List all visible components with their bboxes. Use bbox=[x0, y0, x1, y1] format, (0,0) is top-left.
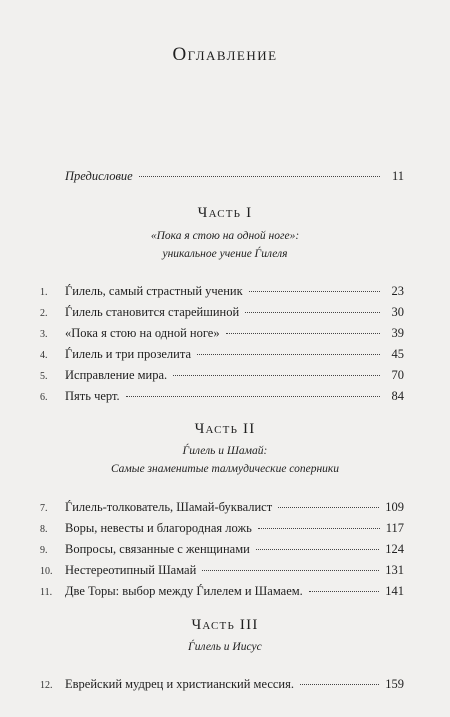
part-3-title: Часть III bbox=[191, 617, 259, 633]
toc-entry-label: Ѓилель, самый страстный ученик bbox=[65, 284, 243, 298]
toc-entry bbox=[40, 521, 404, 537]
dot-leader bbox=[249, 291, 380, 292]
toc-entry-page: 45 bbox=[391, 347, 404, 361]
toc-entry-number: 8. bbox=[40, 524, 48, 535]
toc-entry-page: 109 bbox=[385, 500, 404, 514]
dot-leader bbox=[278, 507, 379, 508]
toc-entry bbox=[40, 368, 404, 384]
toc-entry-page: 23 bbox=[391, 284, 404, 298]
page-title: Оглавление bbox=[172, 44, 278, 65]
toc-entry-label: Вопросы, связанные с женщинами bbox=[65, 542, 250, 556]
dot-leader bbox=[173, 375, 380, 376]
toc-entry-page: 30 bbox=[391, 305, 404, 319]
toc-entry-number: 2. bbox=[40, 308, 48, 319]
toc-entry-number: 6. bbox=[40, 392, 48, 403]
toc-entry-number: 12. bbox=[40, 680, 53, 691]
toc-entry-label: Исправление мира. bbox=[65, 368, 168, 382]
toc-entry-label: Ѓилель и три прозелита bbox=[65, 347, 192, 361]
part-2-subtitle-line-1: Ѓилель и Шамай: bbox=[182, 445, 268, 457]
dot-leader bbox=[300, 684, 379, 685]
toc-entry bbox=[40, 542, 404, 558]
toc-entry-label: Две Торы: выбор между Ѓилелем и Шамаем. bbox=[65, 584, 303, 598]
toc-entry-label: Нестереотипный Шамай bbox=[65, 563, 197, 577]
toc-entry-label: Еврейский мудрец и христианский мессия. bbox=[65, 677, 294, 691]
toc-entry-label: Пять черт. bbox=[65, 389, 120, 403]
toc-entry-number: 10. bbox=[40, 566, 53, 577]
toc-entry-page: 117 bbox=[385, 521, 404, 535]
toc-entry-page: 84 bbox=[391, 389, 404, 403]
toc-entry bbox=[40, 347, 404, 363]
dot-leader bbox=[256, 549, 379, 550]
toc-entry-page: 141 bbox=[385, 584, 404, 598]
dot-leader bbox=[139, 176, 380, 177]
toc-entry bbox=[40, 563, 404, 579]
dot-leader bbox=[245, 312, 380, 313]
dot-leader bbox=[258, 528, 380, 529]
toc-entry-number: 9. bbox=[40, 545, 48, 556]
toc-entry-number: 1. bbox=[40, 287, 48, 298]
toc-entry-number: 3. bbox=[40, 329, 48, 340]
toc-entry-number: 4. bbox=[40, 350, 48, 361]
toc-entry bbox=[40, 305, 404, 321]
dot-leader bbox=[202, 570, 379, 571]
toc-entry-label: Ѓилель-толкователь, Шамай-буквалист bbox=[65, 500, 273, 514]
dot-leader bbox=[197, 354, 380, 355]
toc-entry bbox=[40, 284, 404, 300]
toc-entry bbox=[40, 500, 404, 516]
toc-entry-label: Ѓилель становится старейшиной bbox=[65, 305, 240, 319]
dot-leader bbox=[226, 333, 380, 334]
dot-leader bbox=[309, 591, 379, 592]
toc-entry-label: «Пока я стою на одной ноге» bbox=[65, 326, 220, 340]
toc-entry bbox=[40, 677, 404, 693]
toc-entry-page: 39 bbox=[391, 326, 404, 340]
toc-entry-label: Предисловие bbox=[65, 169, 133, 183]
part-1-subtitle-line-1: «Пока я стою на одной ноге»: bbox=[150, 230, 300, 242]
toc-entry-page: 131 bbox=[385, 563, 404, 577]
toc-entry-number: 11. bbox=[40, 587, 53, 598]
toc-entry-page: 124 bbox=[385, 542, 404, 556]
part-2-subtitle-line-2: Самые знаменитые талмудические соперники bbox=[110, 463, 340, 475]
toc-entry bbox=[40, 389, 404, 405]
toc-entry-preface bbox=[40, 169, 404, 185]
part-2-title: Часть II bbox=[194, 421, 256, 437]
toc-entry-number: 7. bbox=[40, 503, 48, 514]
toc-entry bbox=[40, 584, 404, 600]
dot-leader bbox=[126, 396, 380, 397]
part-3-subtitle-line-1: Ѓилель и Иисус bbox=[188, 641, 262, 653]
toc-entry-page: 70 bbox=[391, 368, 404, 382]
toc-entry-page: 159 bbox=[385, 677, 404, 691]
toc-entry-label: Воры, невесты и благородная ложь bbox=[65, 521, 252, 535]
toc-entry-number: 5. bbox=[40, 371, 48, 382]
part-1-title: Часть I bbox=[197, 205, 253, 221]
part-1-subtitle-line-2: уникальное учение Ѓилеля bbox=[162, 248, 288, 260]
toc-entry-page: 11 bbox=[391, 169, 404, 183]
toc-entry bbox=[40, 326, 404, 342]
